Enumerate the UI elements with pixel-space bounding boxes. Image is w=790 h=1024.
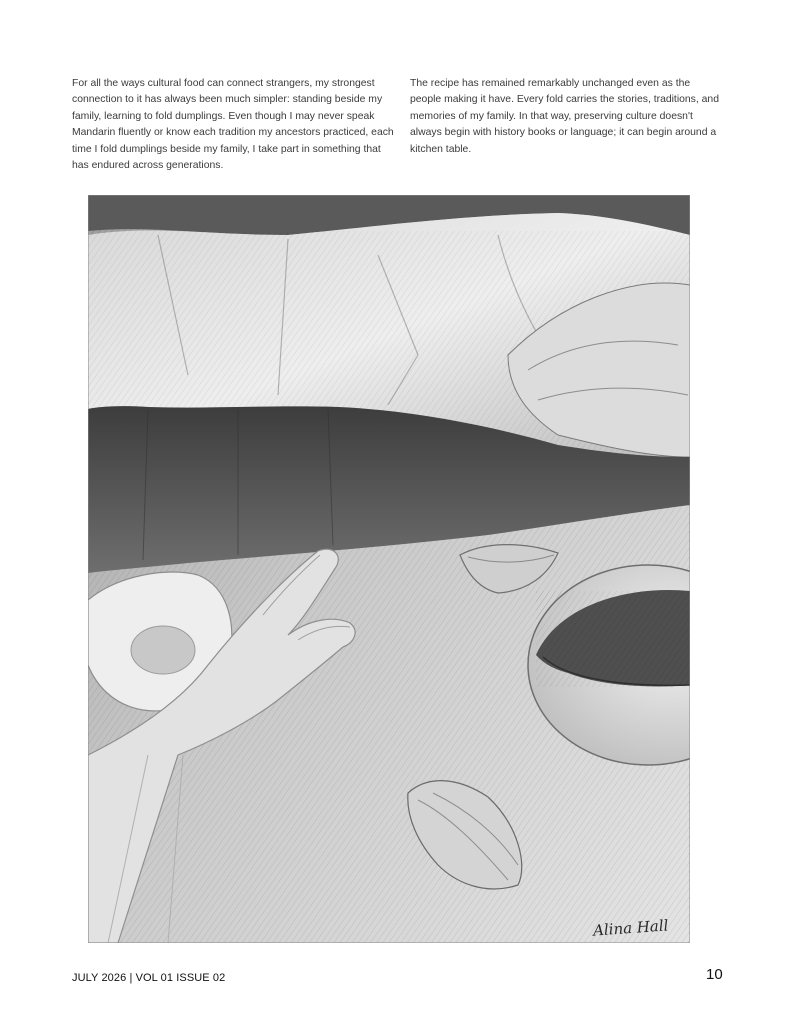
article-right-column: The recipe has remained remarkably unchanged even as the people making it have. Every fold carries the stories, traditions, and memories of my family. In that way, preserving culture doesn't always begin with history books or language; it can begin around a kitchen table. — [410, 78, 719, 155]
drawing-illustration — [88, 195, 690, 943]
pencil-drawing-dumplings — [88, 195, 690, 943]
article-left-column: For all the ways cultural food can connect strangers, my strongest connection to it has always been much simpler: standing beside my family, learning to fold dumplings. Even though I may never speak Mandarin fluently or know each tradition my ancestors practiced, each time I fold dumplings beside my family, I take part in something that has endured across generations. — [72, 78, 394, 172]
artist-signature: Alina Hall — [592, 916, 669, 940]
footer-issue-label: JULY 2026 | VOL 01 ISSUE 02 — [72, 972, 226, 984]
page-number: 10 — [706, 966, 723, 983]
